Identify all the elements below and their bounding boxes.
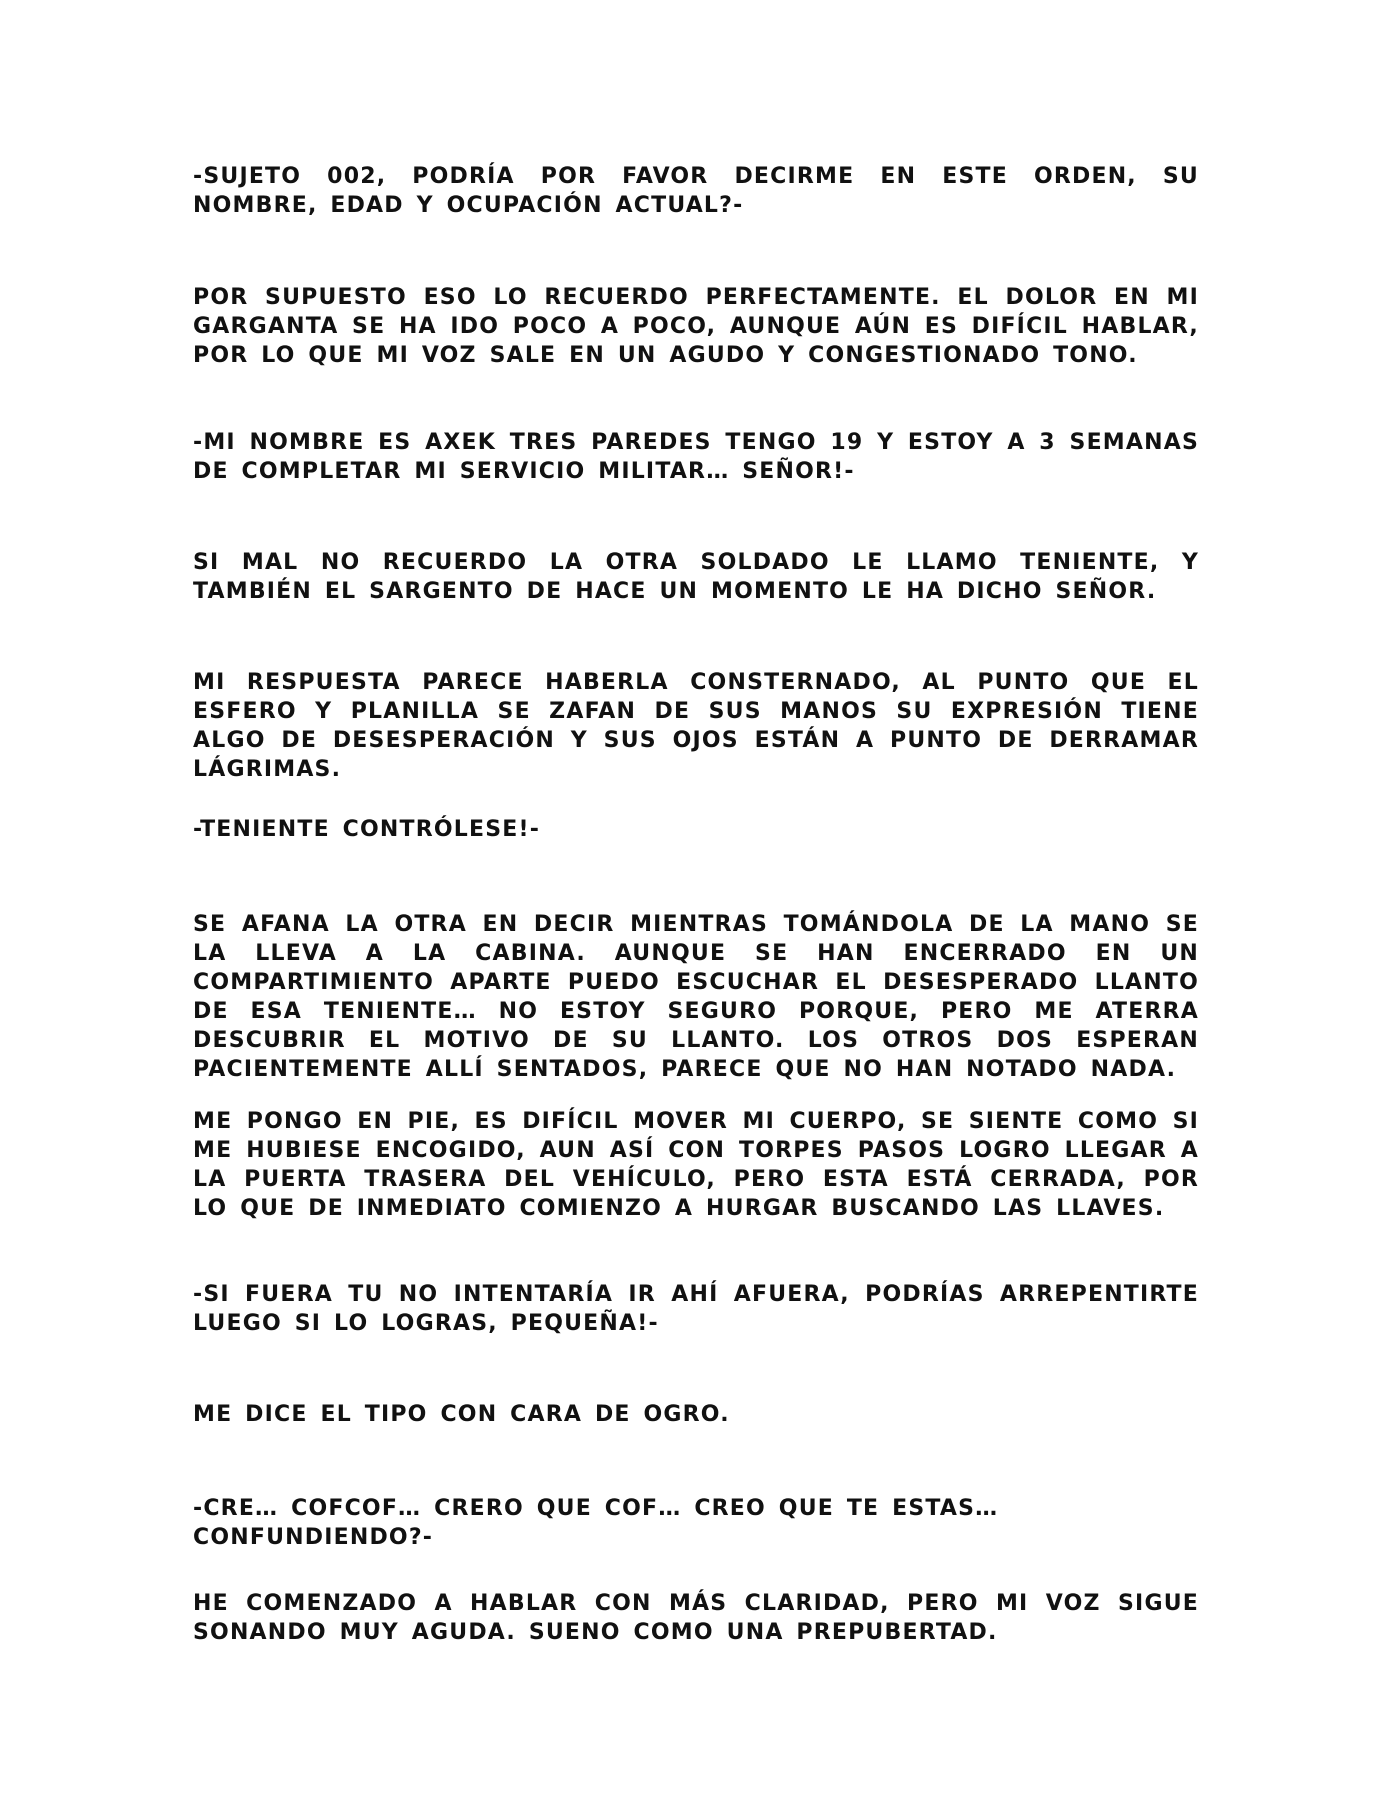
paragraph-7: SE AFANA LA OTRA EN DECIR MIENTRAS TOMÁNDOLA DE LA MANO SE LA LLEVA A LA CABINA. AUNQUE SE HAN ENCERRADO EN UN COMPARTIMIENTO APARTE PUEDO ESCUCHAR EL DESESPERADO LLANTO DE ESA TENIENTE… NO ESTOY SEGURO PORQUE, PERO ME ATERRA DESCUBRIR EL MOTIVO DE SU LLANTO. LOS OTROS DOS ESPERAN PACIENTEMENTE ALLÍ SENTADOS, PARECE QUE NO HAN NOTADO NADA. bbox=[193, 912, 1199, 1082]
paragraph-5: MI RESPUESTA PARECE HABERLA CONSTERNADO, AL PUNTO QUE EL ESFERO Y PLANILLA SE ZAFAN DE SUS MANOS SU EXPRESIÓN TIENE ALGO DE DESESPERACIÓN Y SUS OJOS ESTÁN A PUNTO DE DERRAMAR LÁGRIMAS. bbox=[193, 670, 1199, 782]
paragraph-2: POR SUPUESTO ESO LO RECUERDO PERFECTAMENTE. EL DOLOR EN MI GARGANTA SE HA IDO POCO A POCO, AUNQUE AÚN ES DIFÍCIL HABLAR, POR LO QUE MI VOZ SALE EN UN AGUDO Y CONGESTIONADO TONO. bbox=[193, 285, 1199, 368]
paragraph-12: HE COMENZADO A HABLAR CON MÁS CLARIDAD, PERO MI VOZ SIGUE SONANDO MUY AGUDA. SUENO COMO UNA PREPUBERTAD. bbox=[193, 1591, 1199, 1645]
paragraph-8: ME PONGO EN PIE, ES DIFÍCIL MOVER MI CUERPO, SE SIENTE COMO SI ME HUBIESE ENCOGIDO, AUN ASÍ CON TORPES PASOS LOGRO LLEGAR A LA PUERTA TRASERA DEL VEHÍCULO, PERO ESTA ESTÁ CERRADA, POR LO QUE DE INMEDIATO COMIENZO A HURGAR BUSCANDO LAS LLAVES. bbox=[193, 1109, 1199, 1221]
paragraph-4: SI MAL NO RECUERDO LA OTRA SOLDADO LE LLAMO TENIENTE, Y TAMBIÉN EL SARGENTO DE HACE UN MOMENTO LE HA DICHO SEÑOR. bbox=[193, 550, 1199, 604]
paragraph-3: -MI NOMBRE ES AXEK TRES PAREDES TENGO 19 Y ESTOY A 3 SEMANAS DE COMPLETAR MI SERVICIO MILITAR… SEÑOR!- bbox=[193, 430, 1199, 484]
paragraph-11: -CRE… COFCOF… CRERO QUE COF… CREO QUE TE ESTAS… CONFUNDIENDO?- bbox=[193, 1496, 999, 1550]
paragraph-1: -SUJETO 002, PODRÍA POR FAVOR DECIRME EN ESTE ORDEN, SU NOMBRE, EDAD Y OCUPACIÓN ACTUAL?- bbox=[193, 164, 1199, 218]
paragraph-10: ME DICE EL TIPO CON CARA DE OGRO. bbox=[193, 1402, 730, 1427]
paragraph-9: -SI FUERA TU NO INTENTARÍA IR AHÍ AFUERA, PODRÍAS ARREPENTIRTE LUEGO SI LO LOGRAS, PEQUEÑA!- bbox=[193, 1282, 1199, 1336]
paragraph-6: -TENIENTE CONTRÓLESE!- bbox=[193, 817, 541, 842]
